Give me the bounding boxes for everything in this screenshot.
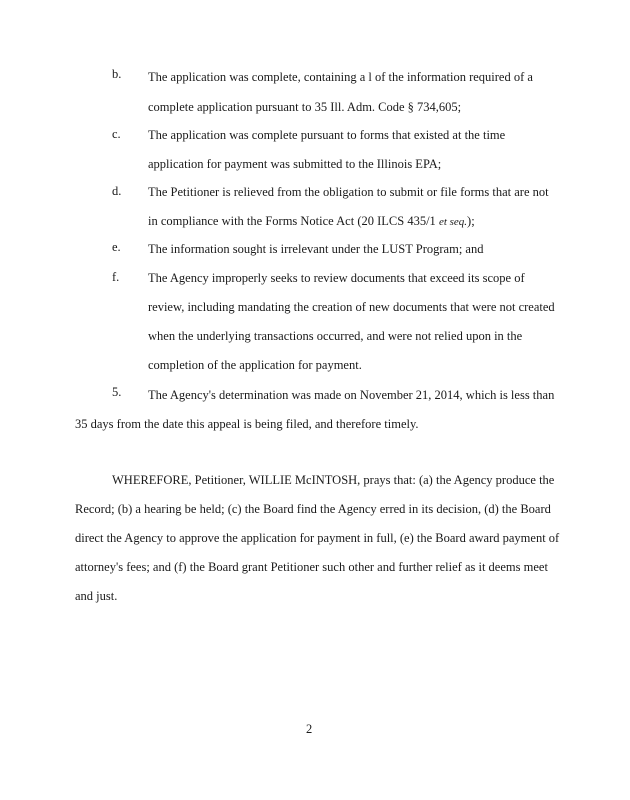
paragraph-5-line-1: The Agency's determination was made on November 21, 2014, which is less than	[148, 388, 555, 402]
item-marker-f: f.	[112, 270, 120, 284]
wherefore-line-4: attorney's fees; and (f) the Board grant Petitioner such other and further relief as it deems meet	[75, 560, 548, 574]
item-marker-c: c.	[112, 127, 121, 141]
item-marker-e: e.	[112, 240, 121, 254]
wherefore-line-1: WHEREFORE, Petitioner, WILLIE McINTOSH, prays that: (a) the Agency produce the	[112, 473, 555, 487]
et-seq-italic: et seq.	[438, 216, 468, 228]
paragraph-5-line-2: 35 days from the date this appeal is being filed, and therefore timely.	[75, 417, 419, 431]
item-d-line-2-text: in compliance with the Forms Notice Act (20 ILCS 435/1	[148, 214, 439, 228]
item-marker-d: d.	[112, 184, 122, 198]
item-d-line-2-end: );	[467, 214, 475, 228]
paragraph-marker-5: 5.	[112, 385, 122, 399]
item-f-line-4: completion of the application for payment.	[148, 358, 362, 372]
item-b-line-2: complete application pursuant to 35 Ill. Adm. Code § 734,605;	[148, 100, 462, 114]
item-d-line-2	[148, 214, 475, 230]
item-c-line-2: application for payment was submitted to the Illinois EPA;	[148, 157, 442, 171]
item-f-line-2: review, including mandating the creation of new documents that were not created	[148, 300, 555, 314]
item-b-line-1: The application was complete, containing a l of the information required of a	[148, 70, 533, 84]
item-f-line-1: The Agency improperly seeks to review documents that exceed its scope of	[148, 271, 525, 285]
item-e-line-1: The information sought is irrelevant under the LUST Program; and	[148, 242, 484, 256]
item-d-line-1: The Petitioner is relieved from the obligation to submit or file forms that are not	[148, 185, 549, 199]
item-c-line-1: The application was complete pursuant to forms that existed at the time	[148, 128, 506, 142]
page-number: 2	[306, 722, 313, 736]
wherefore-line-3: direct the Agency to approve the application for payment in full, (e) the Board award payment of	[75, 531, 560, 545]
item-f-line-3: when the underlying transactions occurred, and were not relied upon in the	[148, 329, 523, 343]
wherefore-line-2: Record; (b) a hearing be held; (c) the Board find the Agency erred in its decision, (d) the Board	[75, 502, 551, 516]
wherefore-line-5: and just.	[75, 589, 118, 603]
item-marker-b: b.	[112, 67, 122, 81]
